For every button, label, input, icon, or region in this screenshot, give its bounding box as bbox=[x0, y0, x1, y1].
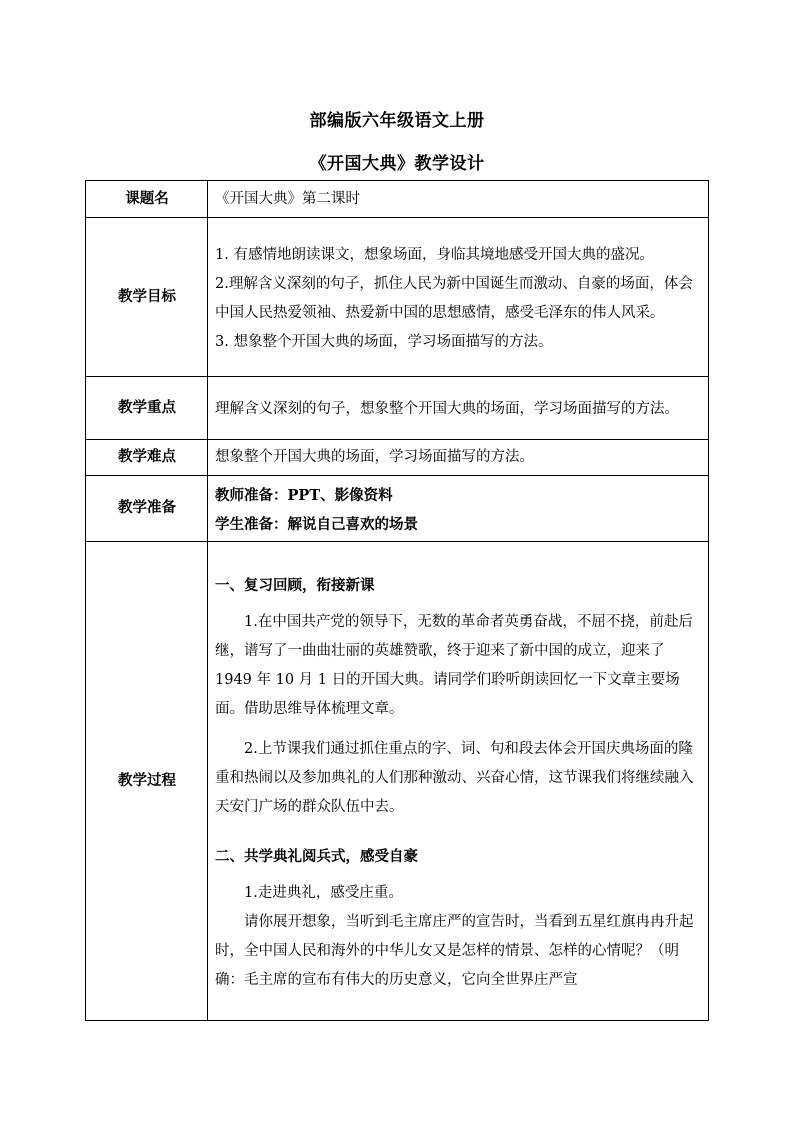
process-label: 教学过程 bbox=[86, 542, 208, 1021]
document-subtitle: 《开国大典》教学设计 bbox=[309, 154, 485, 174]
lesson-plan-table bbox=[85, 180, 709, 1021]
section-1-title: 一、复习回顾，衔接新课 bbox=[215, 576, 375, 594]
table-row-topic bbox=[86, 181, 709, 218]
difficulties-value: 想象整个开国大典的场面，学习场面描写的方法。 bbox=[208, 440, 709, 476]
table-row-objectives bbox=[86, 218, 709, 377]
document-title: 部编版六年级语文上册 bbox=[309, 111, 485, 131]
section-2-title: 二、共学典礼阅兵式，感受自豪 bbox=[215, 847, 418, 865]
key-points-value: 理解含义深刻的句子，想象整个开国大典的场面，学习场面描写的方法。 bbox=[208, 377, 709, 440]
topic-label: 课题名 bbox=[86, 181, 208, 218]
student-preparation: 学生准备：解说自己喜欢的场景 bbox=[215, 515, 418, 533]
teacher-preparation: 教师准备：PPT、影像资料 bbox=[215, 486, 393, 504]
table-row-process bbox=[86, 542, 709, 1021]
process-paragraph-4: 请你展开想象，当听到毛主席庄严的宣告时，当看到五星红旗冉冉升起时，全中国人民和海外的中华儿女又是怎样的情景、怎样的心情呢？（明确：毛主席的宣布有伟大的历史意义，它向全世界庄严宣 bbox=[215, 913, 694, 988]
key-points-label: 教学重点 bbox=[86, 377, 208, 440]
table-row-key-points bbox=[86, 377, 709, 440]
objective-item-3: 3. 想象整个开国大典的场面，学习场面描写的方法。 bbox=[215, 334, 553, 350]
preparation-content bbox=[208, 476, 709, 542]
process-paragraph-3: 1.走进典礼，感受庄重。 bbox=[244, 884, 403, 901]
objectives-content bbox=[208, 218, 709, 377]
topic-value: 《开国大典》第二课时 bbox=[208, 181, 709, 218]
objective-item-2: 2.理解含义深刻的句子，抓住人民为新中国诞生而激动、自豪的场面，体会中国人民热爱领袖、热爱新中国的思想感情，感受毛泽东的伟人风采。 bbox=[215, 276, 693, 321]
objective-item-1: 1. 有感情地朗读课文，想象场面，身临其境地感受开国大典的盛况。 bbox=[215, 247, 654, 263]
preparation-label: 教学准备 bbox=[86, 476, 208, 542]
process-paragraph-1: 1.在中国共产党的领导下，无数的革命者英勇奋战，不屈不挠，前赴后继，谱写了一曲曲壮丽的英雄赞歌，终于迎来了新中国的成立，迎来了 1949 年 10 月 1 日的开国大典。请同学们聆听朗读回忆一下文章主要场面。借助思维导体梳理文章。 bbox=[215, 613, 693, 717]
objectives-label: 教学目标 bbox=[86, 218, 208, 377]
table-row-preparation bbox=[86, 476, 709, 542]
process-content bbox=[208, 542, 709, 1021]
process-paragraph-2: 2.上节课我们通过抓住重点的字、词、句和段去体会开国庆典场面的隆重和热闹以及参加典礼的人们那种激动、兴奋心情，这节课我们将继续融入天安门广场的群众队伍中去。 bbox=[215, 740, 694, 815]
table-row-difficulties bbox=[86, 440, 709, 476]
difficulties-label: 教学难点 bbox=[86, 440, 208, 476]
